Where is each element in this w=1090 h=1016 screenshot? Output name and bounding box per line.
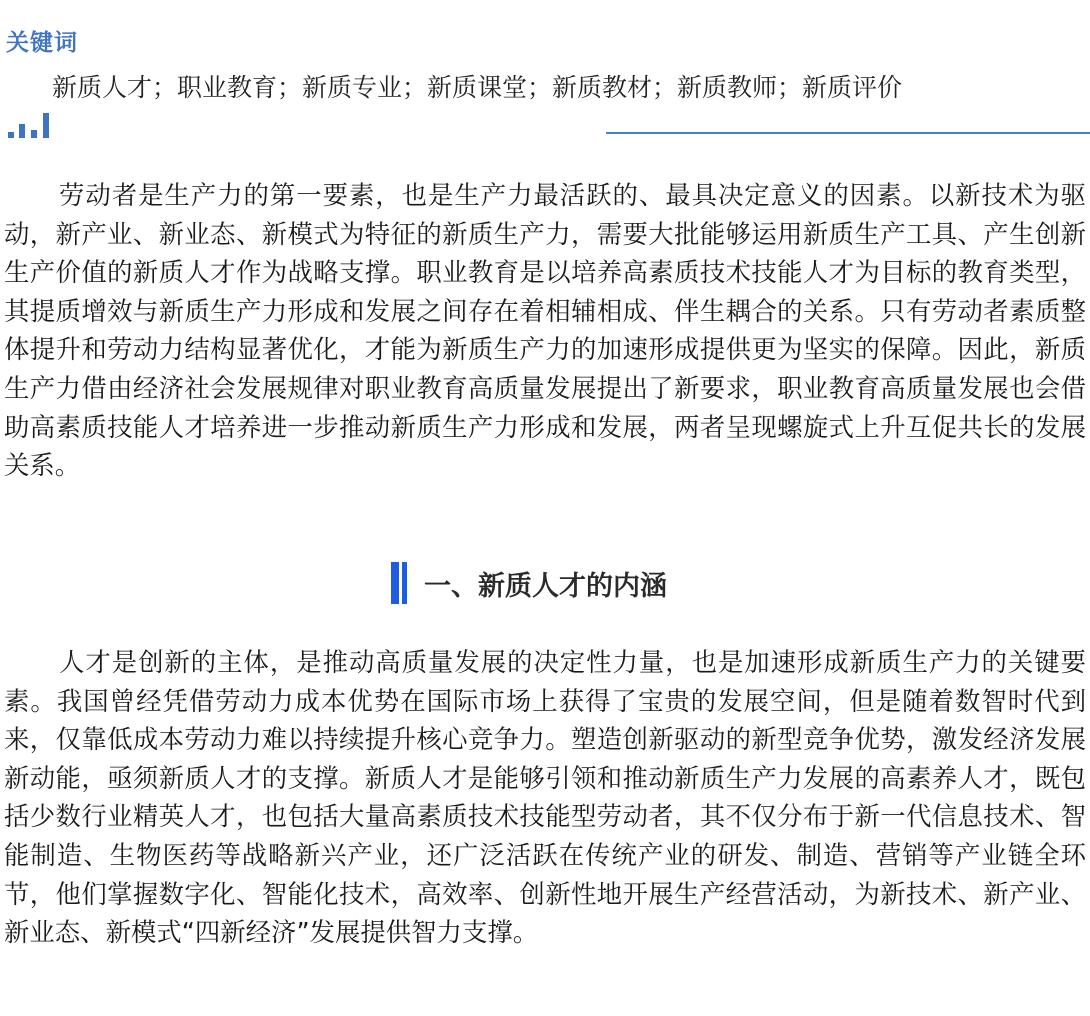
keywords-list: 新质人才；职业教育；新质专业；新质课堂；新质教材；新质教师；新质评价 bbox=[52, 73, 903, 102]
paragraph-talent: 人才是创新的主体，是推动高质量发展的决定性力量，也是加速形成新质生产力的关键要素。我国曾经凭借劳动力成本优势在国际市场上获得了宝贵的发展空间，但是随着数智时代到来，仅靠低成本劳动力难以持续提升核心竞争力。塑造创新驱动的新型竞争优势，激发经济发展新动能，亟须新质人才的支撑。新质人才是能够引领和推动新质生产力发展的高素养人才，既包括少数行业精英人才，也包括大量高素质技术技能型劳动者，其不仅分布于新一代信息技术、智能制造、生物医药等战略新兴产业，还广泛活跃在传统产业的研发、制造、营销等产业链全环节，他们掌握数字化、智能化技术，高效率、创新性地开展生产经营活动，为新技术、新产业、新业态、新模式“四新经济”发展提供智力支撑。 bbox=[4, 647, 1086, 948]
section-heading-text: 一、新质人才的内涵 bbox=[424, 571, 667, 602]
double-bar-marker-icon bbox=[391, 562, 408, 604]
keywords-title: 关键词 bbox=[6, 30, 78, 56]
section-heading bbox=[0, 562, 1090, 606]
bar-chart-icon bbox=[8, 110, 52, 140]
paragraph-intro: 劳动者是生产力的第一要素，也是生产力最活跃的、最具决定意义的因素。以新技术为驱动，新产业、新业态、新模式为特征的新质生产力，需要大批能够运用新质生产工具、产生创新生产价值的新质人才作为战略支撑。职业教育是以培养高素质技术技能人才为目标的教育类型，其提质增效与新质生产力形成和发展之间存在着相辅相成、伴生耦合的关系。只有劳动者素质整体提升和劳动力结构显著优化，才能为新质生产力的加速形成提供更为坚实的保障。因此，新质生产力借由经济社会发展规律对职业教育高质量发展提出了新要求，职业教育高质量发展也会借助高素质技能人才培养进一步推动新质生产力形成和发展，两者呈现螺旋式上升互促共长的发展关系。 bbox=[4, 180, 1086, 481]
divider-line bbox=[606, 132, 1090, 134]
